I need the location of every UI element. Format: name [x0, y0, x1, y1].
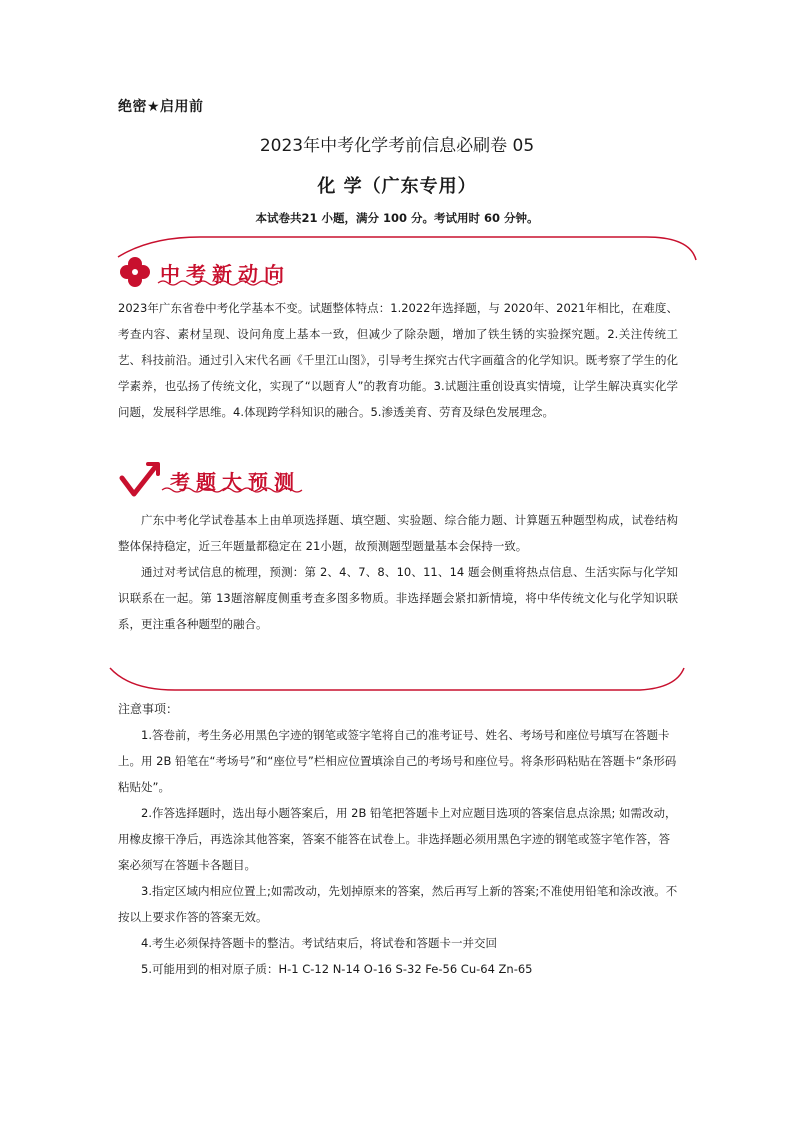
flower-icon: [118, 255, 152, 289]
forecast-paragraph-1: 广东中考化学试卷基本上由单项选择题、填空题、实验题、综合能力题、计算题五种题型构成，试卷结构整体保持稳定，近三年题量都稳定在 21小题，故预测题型题量基本会保持一致。: [118, 513, 678, 553]
forecast-paragraph-2: 通过对考试信息的梳理，预测：第 2、4、7、8、10、11、14 题会侧重将热点信息、生活实际与化学知识联系在一起。第 13题溶解度侧重考查多图多物质。非选择题会紧扣新情境，将中华传统文化与化学知识联系，更注重各种题型的融合。: [118, 565, 678, 631]
notice-list: [118, 722, 678, 982]
section-heading-trends: 中考新动向: [160, 262, 290, 286]
section-heading-forecast: 考题大预测: [170, 470, 300, 494]
notice-item-4: 4.考生必须保持答题卡的整洁。考试结束后，将试卷和答题卡一并交回: [141, 936, 497, 950]
notice-title: 注意事项：: [118, 702, 179, 716]
notice-item-1: 1.答卷前，考生务必用黑色字迹的钢笔或签字笔将自己的准考证号、姓名、考场号和座位号填写在答题卡上。用 2B 铅笔在“考场号”和“座位号”栏相应位置填涂自己的考场号和座位号。将条形码粘贴在答题卡“条形码粘贴处”。: [118, 728, 677, 794]
forecast-paragraphs: [118, 507, 678, 637]
trends-paragraph: [118, 295, 678, 425]
notice-item-3: 3.指定区域内相应位置上;如需改动，先划掉原来的答案，然后再写上新的答案;不准使用铅笔和涂改液。不按以上要求作答的答案无效。: [118, 884, 678, 924]
paper-subtitle: 化 学（广东专用）: [317, 176, 477, 197]
paper-title: 2023年中考化学考前信息必刷卷 05: [259, 136, 535, 156]
notice-item-5: 5.可能用到的相对原子质：H-1 C-12 N-14 O-16 S-32 Fe-56 Cu-64 Zn-65: [141, 962, 533, 976]
confidential-label: 绝密★启用前: [118, 99, 204, 115]
notice-item-2: 2.作答选择题时，选出每小题答案后，用 2B 铅笔把答题卡上对应题目选项的答案信息点涂黑; 如需改动，用橡皮擦干净后，再选涂其他答案，答案不能答在试卷上。非选择题必须用黑色字迹的钢笔或签字笔作答，答案必须写在答题卡各题目。: [118, 806, 677, 872]
exam-info: 本试卷共21 小题，满分 100 分。考试用时 60 分钟。: [255, 211, 539, 225]
trends-text: 2023年广东省卷中考化学基本不变。试题整体特点：1.2022年选择题，与 2020年、2021年相比，在难度、考查内容、素材呈现、设问角度上基本一致，但减少了除杂题，增加了铁生锈的实验探究题。2.关注传统工艺、科技前沿。通过引入宋代名画《千里江山图》，引导考生探究古代字画蕴含的化学知识。既考察了学生的化学素养，也弘扬了传统文化，实现了“以题育人”的教育功能。3.试题注重创设真实情境，让学生解决真实化学问题，发展科学思维。4.体现跨学科知识的融合。5.渗透美育、劳育及绿色发展理念。: [118, 301, 678, 419]
check-arrow-icon: [118, 460, 162, 500]
